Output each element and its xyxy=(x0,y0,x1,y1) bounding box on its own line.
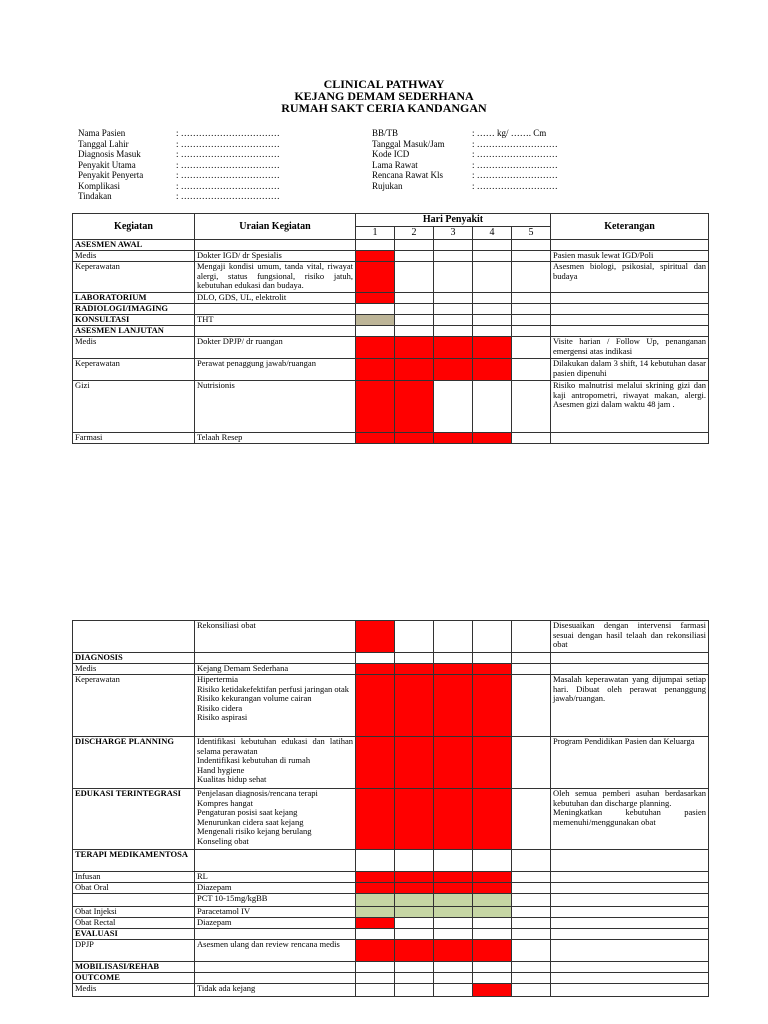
day-cell-active xyxy=(356,251,395,262)
day-cell-active xyxy=(473,872,512,883)
list-item: Kompres hangat xyxy=(197,797,253,808)
day-cell-consult xyxy=(356,315,395,326)
table-row xyxy=(73,872,709,883)
activity-detail: Dokter DPJP/ dr ruangan xyxy=(195,337,356,359)
activity-detail: Diazepam xyxy=(195,918,356,929)
day-header: 2 xyxy=(395,227,434,240)
section-label: DIAGNOSIS xyxy=(73,653,195,664)
info-value: : …………………………… xyxy=(176,149,280,159)
day-cell-active xyxy=(434,883,473,894)
table-row xyxy=(73,315,709,326)
day-cell-active xyxy=(395,664,434,675)
activity-detail: Kejang Demam Sederhana xyxy=(195,664,356,675)
section-label: MOBILISASI/REHAB xyxy=(73,962,195,973)
day-cell-active xyxy=(434,940,473,962)
section-label: KONSULTASI xyxy=(73,315,195,326)
day-cell-active xyxy=(434,359,473,381)
info-row xyxy=(78,191,280,202)
info-value: : ……………………… xyxy=(472,159,558,170)
day-cell-pct xyxy=(434,907,473,918)
day-cell-active xyxy=(473,789,512,850)
activity-label: DPJP xyxy=(73,940,195,962)
list-item: Pengaturan posisi saat kejang xyxy=(197,807,298,817)
activity-label: Keperawatan xyxy=(73,359,195,381)
section-label: ASESMEN LANJUTAN xyxy=(73,326,195,337)
info-row xyxy=(372,170,558,181)
day-cell-active xyxy=(434,337,473,359)
activity-detail: Dokter IGD/ dr Spesialis xyxy=(195,251,356,262)
pathway-table-1 xyxy=(72,213,709,444)
activity-label: Obat Injeksi xyxy=(73,907,195,918)
activity-detail: Paracetamol IV xyxy=(195,907,356,918)
activity-detail: Diazepam xyxy=(195,883,356,894)
activity-label: Keperawatan xyxy=(73,262,195,293)
day-cell-active xyxy=(395,940,434,962)
title-diagnosis: KEJANG DEMAM SEDERHANA xyxy=(294,89,474,103)
day-cell-active xyxy=(473,984,512,997)
section-label: ASESMEN AWAL xyxy=(73,240,195,251)
activity-label: Medis xyxy=(73,984,195,997)
day-cell-pct xyxy=(473,894,512,907)
info-row xyxy=(372,128,558,139)
list-item: Mengenali risiko kejang berulang xyxy=(197,826,312,836)
col-header-uraian: Uraian Kegiatan xyxy=(195,214,356,240)
table-row xyxy=(73,262,709,293)
day-cell-active xyxy=(473,664,512,675)
info-label: Penyakit Utama xyxy=(78,159,136,170)
activity-label: Keperawatan xyxy=(73,675,195,737)
activity-note: Masalah keperawatan yang dijumpai setiap hari. Dibuat oleh perawat penanggung jawab/ruangan. xyxy=(551,675,709,737)
day-cell-active xyxy=(395,381,434,433)
day-cell-pct xyxy=(434,894,473,907)
activity-detail: Rekonsiliasi obat xyxy=(195,621,356,653)
table-row xyxy=(73,664,709,675)
table-row xyxy=(73,894,709,907)
day-cell-pct xyxy=(395,907,434,918)
table-row xyxy=(73,850,709,872)
day-cell-active xyxy=(356,872,395,883)
day-cell-active xyxy=(473,337,512,359)
list-item: Konseling obat xyxy=(197,835,249,846)
info-row xyxy=(78,149,280,160)
info-row xyxy=(372,160,558,171)
info-row xyxy=(372,149,558,160)
table-row xyxy=(73,359,709,381)
activity-note: Pasien masuk lewat IGD/Poli xyxy=(551,251,709,262)
info-value: : …………………………… xyxy=(176,159,280,170)
activity-detail: Tidak ada kejang xyxy=(195,984,356,997)
day-cell-active xyxy=(395,359,434,381)
activity-detail: RL xyxy=(195,872,356,883)
list-item: Kualitas hidup sehat xyxy=(197,774,267,784)
activity-detail: Perawat penaggung jawab/ruangan xyxy=(195,359,356,381)
day-cell-active xyxy=(356,262,395,293)
info-value: : ……………………… xyxy=(472,149,558,159)
table-row xyxy=(73,940,709,962)
day-cell-active xyxy=(473,940,512,962)
day-cell-pct xyxy=(473,907,512,918)
title-clinical-pathway: CLINICAL PATHWAY xyxy=(323,77,445,91)
table-row xyxy=(73,918,709,929)
info-label: Nama Pasien xyxy=(78,128,126,138)
table-row xyxy=(73,984,709,997)
table-row xyxy=(73,251,709,262)
info-value: : ……………………… xyxy=(472,170,558,180)
activity-label: Farmasi xyxy=(73,433,195,444)
info-label: Tanggal Masuk/Jam xyxy=(372,138,445,149)
info-label: Diagnosis Masuk xyxy=(78,149,141,159)
day-cell-active xyxy=(395,675,434,737)
info-row xyxy=(372,139,558,150)
patient-info-right xyxy=(372,128,558,191)
section-label: EDUKASI TERINTEGRASI xyxy=(73,789,195,850)
day-cell-active xyxy=(356,337,395,359)
note-line: Meningkatkan kebutuhan pasien memenuhi/menggunakan obat xyxy=(553,807,706,827)
table-row xyxy=(73,240,709,251)
info-label: Rencana Rawat Kls xyxy=(372,170,443,180)
activity-note: Asesmen biologi, psikosial, spiritual dan budaya xyxy=(551,262,709,293)
day-cell-active xyxy=(434,664,473,675)
activity-label: Medis xyxy=(73,337,195,359)
info-value: : ……………………… xyxy=(472,180,558,191)
day-cell-active xyxy=(395,872,434,883)
day-cell-active xyxy=(356,789,395,850)
info-value: : ……………………… xyxy=(472,138,558,149)
table-row xyxy=(73,675,709,737)
table-row xyxy=(73,621,709,653)
info-row xyxy=(78,139,280,150)
list-item: Risiko cidera xyxy=(197,702,243,713)
activity-label: Obat Rectal xyxy=(73,918,195,929)
col-header-kegiatan: Kegiatan xyxy=(73,214,195,240)
activity-detail: THT xyxy=(195,315,356,326)
info-row xyxy=(78,170,280,181)
info-label: Kode ICD xyxy=(372,149,410,159)
activity-note: Dilakukan dalam 3 shift, 14 kebutuhan dasar pasien dipenuhi xyxy=(551,359,709,381)
activity-detail: Mengaji kondisi umum, tanda vital, riwayat alergi, status fungsional, risiko jatuh, kebutuhan edukasi dan budaya. xyxy=(195,262,356,293)
table-row xyxy=(73,293,709,304)
day-cell-active xyxy=(356,621,395,653)
section-label: RADIOLOGI/IMAGING xyxy=(73,304,195,315)
table-row xyxy=(73,326,709,337)
list-item: Identifikasi kebutuhan edukasi dan latihan selama perawatan xyxy=(197,736,353,756)
day-header: 1 xyxy=(356,227,395,240)
day-cell-active xyxy=(395,789,434,850)
info-value: : …………………………… xyxy=(176,180,280,191)
activity-label: Medis xyxy=(73,251,195,262)
day-cell-active xyxy=(434,872,473,883)
section-label: TERAPI MEDIKAMENTOSA xyxy=(73,850,195,872)
day-header: 3 xyxy=(434,227,473,240)
info-row xyxy=(78,128,280,139)
list-item: Risiko aspirasi xyxy=(197,712,248,722)
activity-detail: DLO, GDS, UL, elektrolit xyxy=(195,293,356,304)
info-row xyxy=(78,181,280,192)
table-row xyxy=(73,883,709,894)
table-row xyxy=(73,337,709,359)
activity-note: Visite harian / Follow Up, penanganan emergensi atas indikasi xyxy=(551,337,709,359)
day-cell-active xyxy=(434,675,473,737)
activity-note: Risiko malnutrisi melalui skrining gizi dan kaji antropometri, riwayat makan, alergi. Asesmen gizi dalam waktu 48 jam . xyxy=(551,381,709,433)
list-item: Penjelasan diagnosis/rencana terapi xyxy=(197,788,318,798)
day-cell-active xyxy=(395,737,434,789)
day-cell-active xyxy=(356,293,395,304)
section-label: OUTCOME xyxy=(73,973,195,984)
table-row xyxy=(73,907,709,918)
title-hospital: RUMAH SAKT CERIA KANDANGAN xyxy=(281,101,487,115)
info-label: Tindakan xyxy=(78,191,112,201)
info-value: : …………………………… xyxy=(176,138,280,149)
activity-detail: PCT 10-15mg/kgBB xyxy=(195,894,356,907)
day-cell-active xyxy=(473,675,512,737)
list-item: Risiko ketidakefektifan perfusi jaringan otak xyxy=(197,683,350,694)
list-item: Hipertermia xyxy=(197,674,239,684)
day-cell-active xyxy=(356,940,395,962)
activity-detail: Nutrisionis xyxy=(195,381,356,433)
activity-detail-list xyxy=(195,789,356,850)
day-cell-active xyxy=(356,675,395,737)
info-row xyxy=(78,160,280,171)
day-cell-active xyxy=(434,433,473,444)
info-label: BB/TB xyxy=(372,128,399,138)
col-header-hari: Hari Penyakit xyxy=(356,214,551,227)
activity-detail-list xyxy=(195,675,356,737)
table-row xyxy=(73,789,709,850)
day-cell-active xyxy=(356,918,395,929)
activity-note xyxy=(551,789,709,850)
list-item: Hand hygiene xyxy=(197,764,245,775)
activity-note: Disesuaikan dengan intervensi farmasi sesuai dengan hasil telaah dan rekonsiliasi obat xyxy=(551,621,709,653)
info-value: : …………………………… xyxy=(176,191,280,201)
activity-note: Program Pendidikan Pasien dan Keluarga xyxy=(551,737,709,789)
info-label: Rujukan xyxy=(372,180,403,191)
activity-label: Obat Oral xyxy=(73,883,195,894)
section-label: EVALUASI xyxy=(73,929,195,940)
day-cell-active xyxy=(434,789,473,850)
day-header: 4 xyxy=(473,227,512,240)
day-cell-active xyxy=(473,737,512,789)
info-value: : …………………………… xyxy=(176,128,280,138)
day-cell-active xyxy=(356,359,395,381)
info-label: Penyakit Penyerta xyxy=(78,170,144,180)
info-value: : …… kg/ ……. Cm xyxy=(472,128,547,138)
list-item: Indentifikasi kebutuhan di rumah xyxy=(197,755,311,765)
activity-label: Medis xyxy=(73,664,195,675)
day-cell-active xyxy=(356,737,395,789)
table-row xyxy=(73,653,709,664)
day-cell-active xyxy=(356,883,395,894)
activity-detail: Telaah Resep xyxy=(195,433,356,444)
activity-detail: Asesmen ulang dan review rencana medis xyxy=(195,940,356,962)
day-cell-active xyxy=(473,883,512,894)
info-row xyxy=(372,181,558,192)
day-cell-active xyxy=(434,737,473,789)
day-cell-pct xyxy=(356,907,395,918)
section-label: LABORATORIUM xyxy=(73,293,195,304)
note-line: Oleh semua pemberi asuhan berdasarkan kebutuhan dan discharge planning. xyxy=(553,788,706,808)
info-label: Lama Rawat xyxy=(372,159,418,170)
day-cell-active xyxy=(395,337,434,359)
table-row xyxy=(73,737,709,789)
patient-info-left xyxy=(78,128,280,202)
day-cell-active xyxy=(356,381,395,433)
day-cell-pct xyxy=(356,894,395,907)
table-row xyxy=(73,304,709,315)
table-row xyxy=(73,973,709,984)
day-header: 5 xyxy=(512,227,551,240)
info-label: Tanggal Lahir xyxy=(78,138,129,149)
info-label: Komplikasi xyxy=(78,180,120,191)
day-cell-active xyxy=(356,664,395,675)
day-cell-active xyxy=(473,359,512,381)
activity-label: Gizi xyxy=(73,381,195,433)
activity-label: Infusan xyxy=(73,872,195,883)
day-cell-active xyxy=(395,883,434,894)
table-row xyxy=(73,962,709,973)
table-row xyxy=(73,433,709,444)
table-row xyxy=(73,929,709,940)
pathway-table-2 xyxy=(72,620,709,997)
day-cell-active xyxy=(356,433,395,444)
list-item: Menurunkan cidera saat kejang xyxy=(197,816,304,827)
activity-detail-list xyxy=(195,737,356,789)
day-cell-active xyxy=(395,433,434,444)
section-label: DISCHARGE PLANNING xyxy=(73,737,195,789)
day-cell-active xyxy=(473,433,512,444)
col-header-keterangan: Keterangan xyxy=(551,214,709,240)
info-value: : …………………………… xyxy=(176,170,280,180)
table-row xyxy=(73,381,709,433)
list-item: Risiko kekurangan volume cairan xyxy=(197,693,312,703)
day-cell-pct xyxy=(395,894,434,907)
